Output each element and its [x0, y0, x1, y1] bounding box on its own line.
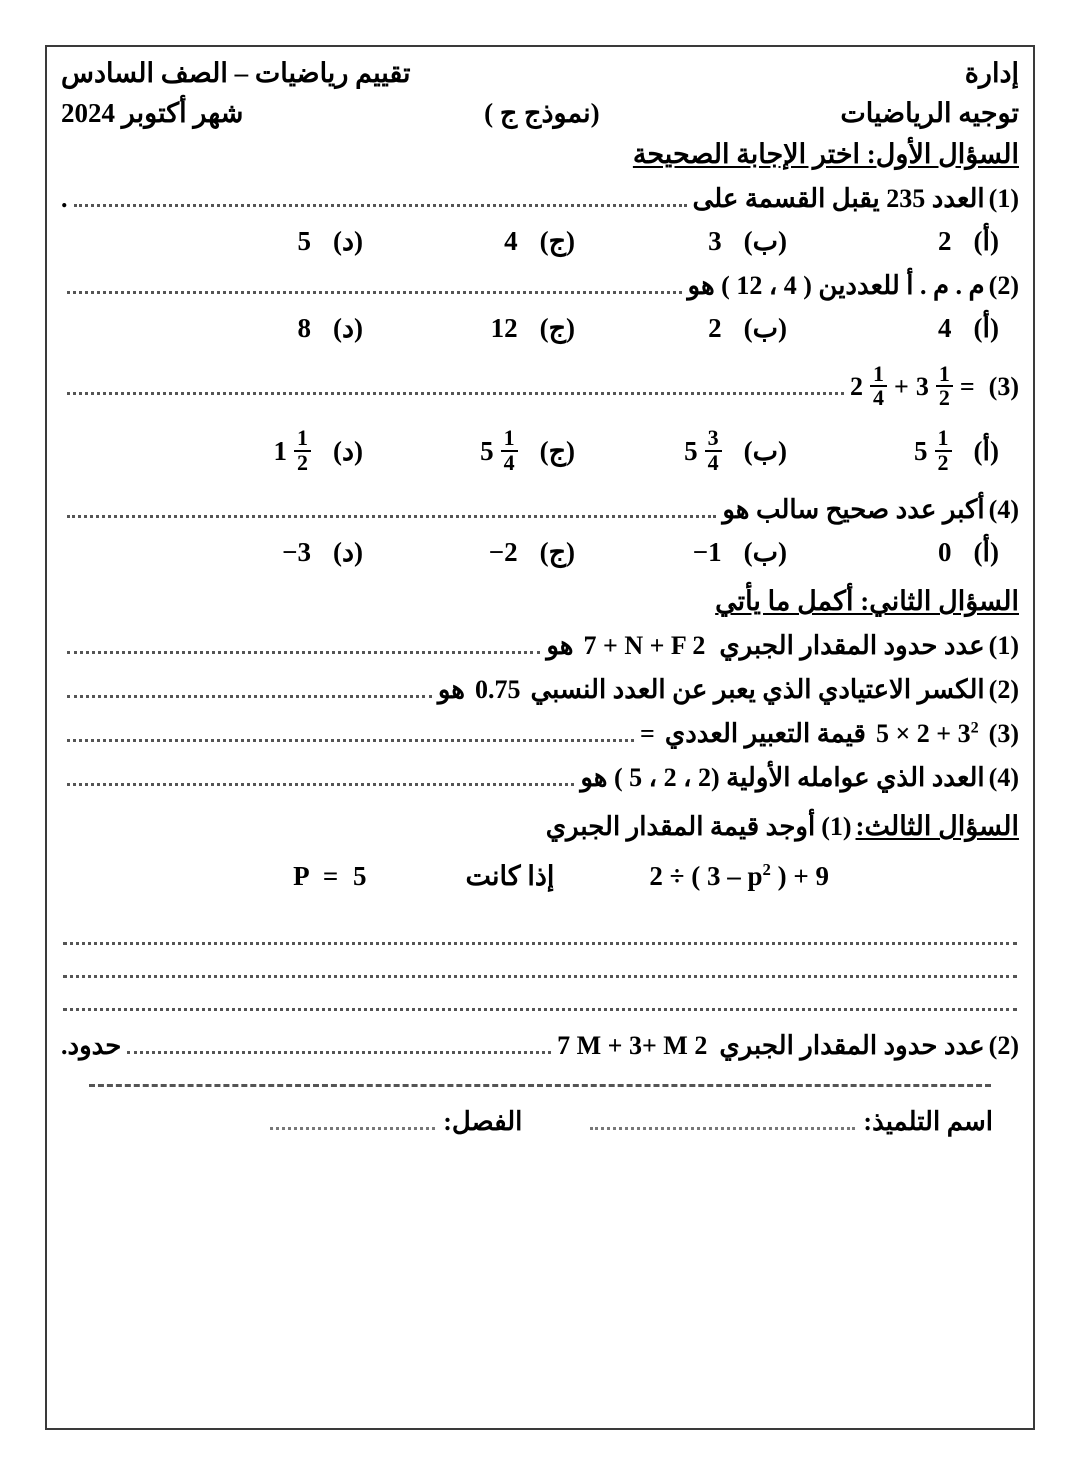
section2-item-3	[61, 719, 1019, 749]
option-c-value: 12	[490, 312, 518, 343]
question-4-number: (4)	[988, 495, 1019, 525]
question-1-tail: .	[61, 183, 68, 213]
option-d-key: (د)	[332, 312, 363, 343]
question-3-expression	[850, 360, 975, 411]
q3-num-1: 1	[873, 360, 884, 386]
section2-item-3-number: (3)	[988, 719, 1019, 749]
q3-num-2: 1	[938, 360, 950, 386]
exam-paper	[45, 45, 1035, 1430]
directorate-label: توجيه الرياضيات	[840, 97, 1019, 128]
option-d-num: 1	[296, 425, 308, 451]
question-2-answer-blank[interactable]	[67, 290, 682, 294]
section3-q2-number: (2)	[988, 1031, 1019, 1061]
footer-fields	[61, 1107, 1019, 1137]
section2-item-4-blank[interactable]	[67, 782, 574, 786]
section2-item-2-math: 0.75	[474, 675, 521, 705]
option-d-whole: 1	[273, 436, 287, 467]
option-d-den: 2	[294, 450, 311, 474]
option-a-fraction	[935, 427, 952, 474]
option-b[interactable]	[575, 226, 787, 257]
option-b-whole: 5	[684, 436, 698, 467]
option-a-value: 0	[938, 537, 952, 568]
section2-item-1	[61, 631, 1019, 661]
option-d-value: −3	[282, 537, 311, 568]
option-d-key: (د)	[332, 537, 363, 568]
option-a-value: 4	[938, 312, 952, 343]
option-c-whole: 5	[480, 436, 494, 467]
section2-item-2	[61, 675, 1019, 705]
option-b[interactable]	[575, 313, 787, 344]
q3-den-1: 4	[870, 385, 887, 409]
option-a-num: 1	[937, 425, 949, 451]
question-1-options	[61, 226, 1019, 257]
option-c[interactable]	[363, 425, 575, 475]
section2-item-3-blank[interactable]	[67, 738, 634, 742]
section3-q2-math: 7 M + 3+ M 2	[557, 1031, 708, 1061]
q3-whole-2: 3	[915, 371, 929, 401]
section2-item-3-math-base: 5 × 2 + 3	[875, 719, 971, 749]
option-d[interactable]	[151, 226, 363, 257]
section-two-heading: السؤال الثاني: أكمل ما يأتي	[715, 586, 1019, 617]
question-4-answer-blank[interactable]	[67, 514, 716, 518]
section3-expression-tail: ) + 9	[770, 861, 829, 892]
q3-operator: +	[894, 371, 909, 401]
section2-item-3-math	[876, 719, 979, 749]
section3-item-2	[61, 1031, 1019, 1061]
option-a[interactable]	[787, 537, 999, 568]
q3-whole-1: 2	[850, 371, 863, 401]
question-1-line	[61, 184, 1019, 214]
section2-item-2-pre: الكسر الاعتيادي الذي يعبر عن العدد النسبي	[530, 675, 985, 705]
section3-expression-head: 2 ÷ ( 3 – p	[649, 861, 763, 892]
question-1-text: العدد 235 يقبل القسمة على	[692, 183, 985, 213]
question-2-text: م . م . أ للعددين ( 4 ، 12 ) هو	[687, 270, 985, 300]
section2-item-2-post: هو	[437, 675, 465, 705]
question-1-answer-blank[interactable]	[74, 203, 687, 207]
question-3-line	[61, 360, 1019, 411]
section3-q2-blank[interactable]	[127, 1050, 551, 1054]
header-row-top	[61, 57, 1019, 91]
section3-expression-row	[61, 860, 1019, 892]
question-3-answer-blank[interactable]	[67, 391, 844, 395]
section2-item-3-post: =	[640, 719, 655, 749]
option-a-value	[914, 425, 952, 475]
option-a-key: (أ)	[973, 225, 999, 256]
option-b-value: 2	[708, 312, 722, 343]
q3-equals: =	[959, 371, 975, 401]
option-b[interactable]	[575, 537, 787, 568]
student-name-label: اسم التلميذ:	[863, 1107, 993, 1137]
footer-separator	[89, 1083, 991, 1087]
section2-item-1-post: هو	[546, 631, 574, 661]
option-c-den: 4	[501, 450, 518, 474]
option-a-den: 2	[935, 450, 952, 474]
option-d-value: 5	[297, 225, 311, 256]
work-line[interactable]	[63, 945, 1017, 978]
option-b[interactable]	[575, 425, 787, 475]
q3-fraction-2	[936, 360, 953, 410]
option-c-key: (ج)	[539, 312, 575, 343]
question-4-line	[61, 495, 1019, 525]
option-b-value: −1	[692, 537, 722, 568]
section2-item-4-number: (4)	[988, 763, 1019, 793]
question-1-number: (1)	[988, 183, 1019, 213]
q3-den-2: 2	[936, 385, 953, 409]
option-d-key: (د)	[332, 225, 363, 256]
option-d[interactable]	[151, 537, 363, 568]
option-b-key: (ب)	[743, 312, 787, 343]
section3-q1-text: أوجد قيمة المقدار الجبري	[545, 812, 816, 842]
month-label: شهر أكتوبر 2024	[61, 97, 244, 128]
work-line[interactable]	[63, 978, 1017, 1011]
option-b-den: 4	[705, 450, 722, 474]
section2-item-2-blank[interactable]	[67, 694, 432, 698]
option-c-value: 4	[504, 225, 518, 256]
section3-work-area	[61, 912, 1019, 1011]
question-3-options	[61, 425, 1019, 475]
option-a[interactable]	[787, 425, 999, 475]
option-b-key: (ب)	[743, 436, 787, 467]
section2-item-4	[61, 763, 1019, 793]
student-name-input[interactable]	[590, 1126, 855, 1130]
question-2-options	[61, 313, 1019, 344]
option-a-key: (أ)	[973, 436, 999, 467]
option-c[interactable]	[363, 226, 575, 257]
option-a[interactable]	[787, 226, 999, 257]
section2-item-3-pre: قيمة التعبير العددي	[664, 719, 866, 749]
option-c-value: −2	[488, 537, 518, 568]
question-2-line	[61, 271, 1019, 301]
section2-item-1-number: (1)	[988, 631, 1019, 661]
question-3-number: (3)	[988, 371, 1019, 401]
admin-label: إدارة	[964, 58, 1019, 88]
section-three-heading: السؤال الثالث:	[855, 811, 1019, 842]
header-row-second	[61, 97, 1019, 131]
option-d[interactable]	[151, 425, 363, 475]
class-field[interactable]	[262, 1107, 522, 1137]
section3-expression	[649, 860, 829, 892]
option-b-num: 3	[707, 425, 719, 451]
section2-item-2-number: (2)	[988, 675, 1019, 705]
option-c-key: (ج)	[539, 537, 575, 568]
option-b-key: (ب)	[743, 537, 787, 568]
option-d-fraction	[294, 427, 311, 474]
option-c-key: (ج)	[539, 436, 575, 467]
option-a-whole: 5	[914, 436, 928, 467]
section2-item-1-pre: عدد حدود المقدار الجبري	[719, 631, 985, 661]
option-c[interactable]	[363, 537, 575, 568]
option-a[interactable]	[787, 313, 999, 344]
work-line[interactable]	[63, 912, 1017, 945]
class-input[interactable]	[270, 1126, 435, 1130]
assessment-title: تقييم رياضيات – الصف السادس	[61, 58, 411, 88]
option-b-value: 3	[708, 225, 722, 256]
option-a-key: (أ)	[973, 312, 999, 343]
option-a-key: (أ)	[973, 537, 999, 568]
option-d-key: (د)	[332, 436, 363, 467]
section2-item-4-pre: العدد الذي عوامله الأولية (2 ، 2 ، 5 ) هو	[580, 763, 985, 793]
option-c-num: 1	[503, 425, 515, 451]
section3-q2-pre: عدد حدود المقدار الجبري	[719, 1031, 985, 1061]
option-b-value	[684, 425, 722, 475]
question-4-options	[61, 537, 1019, 568]
section-one-heading: السؤال الأول: اختر الإجابة الصحيحة	[632, 138, 1019, 169]
option-c-key: (ج)	[539, 225, 575, 256]
section3-q1-number: (1)	[821, 812, 852, 842]
model-label: (نموذج ج )	[484, 97, 600, 128]
section3-expression-exponent: 2	[762, 860, 771, 880]
option-c[interactable]	[363, 313, 575, 344]
student-name-field[interactable]	[582, 1107, 993, 1137]
option-d[interactable]	[151, 313, 363, 344]
option-d-value: 8	[297, 312, 311, 343]
class-label: الفصل:	[443, 1107, 523, 1137]
section3-condition-value: P = 5	[293, 860, 371, 891]
section2-item-3-math-exponent: 2	[970, 719, 979, 737]
section3-condition-label: إذا كانت	[465, 860, 555, 891]
option-c-value	[480, 425, 518, 475]
q3-fraction-1	[870, 360, 887, 410]
option-d-value	[273, 425, 311, 475]
option-c-fraction	[501, 427, 518, 474]
question-4-text: أكبر عدد صحيح سالب هو	[722, 495, 985, 525]
section-three-heading-line	[61, 811, 1019, 842]
option-a-value: 2	[938, 225, 952, 256]
option-b-key: (ب)	[743, 225, 787, 256]
option-b-fraction	[705, 427, 722, 474]
section2-item-1-math: 7 + N + F 2	[583, 631, 706, 661]
question-2-number: (2)	[988, 270, 1019, 300]
section3-q2-post: حدود.	[61, 1031, 122, 1061]
section2-item-1-blank[interactable]	[67, 650, 540, 654]
